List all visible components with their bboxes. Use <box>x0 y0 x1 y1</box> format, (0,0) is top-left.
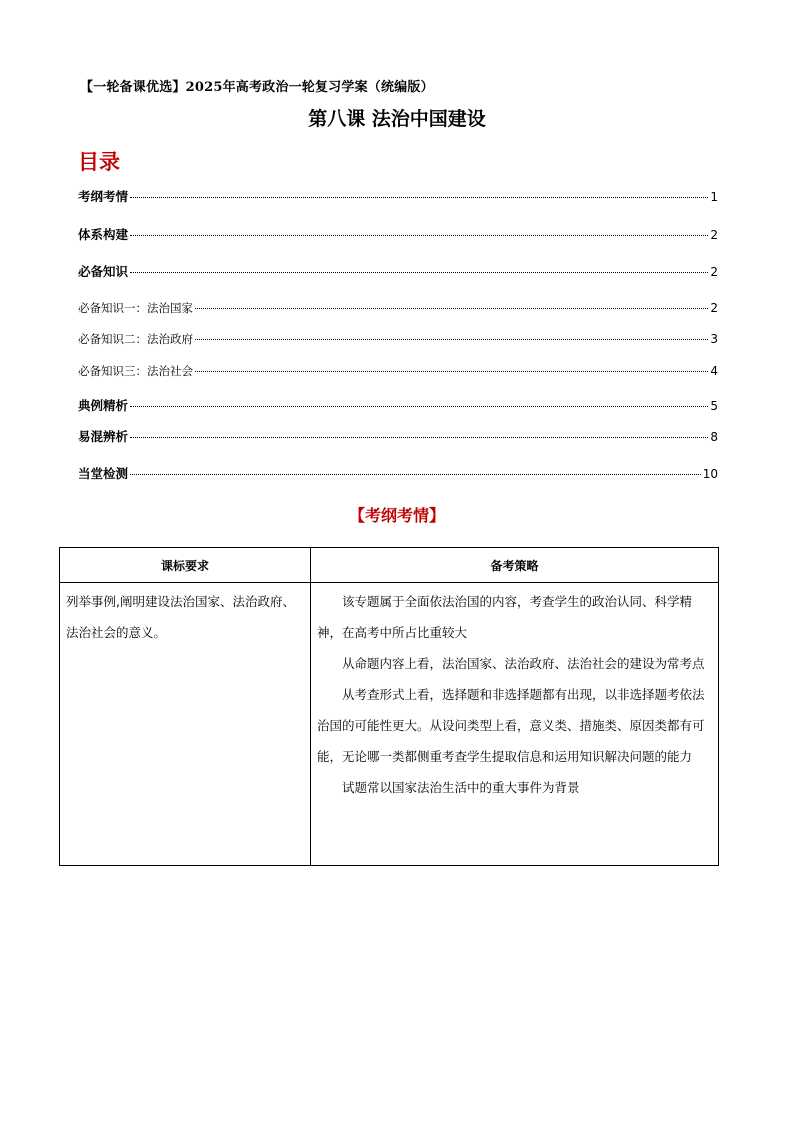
toc-item-page: 10 <box>702 467 718 481</box>
toc-item-label: 必备知识一：法治国家 <box>78 301 193 315</box>
toc-item-page: 3 <box>710 332 718 346</box>
toc-item-bibei-1[interactable] <box>78 300 718 316</box>
document-header: 【一轮备课优选】2025年高考政治一轮复习学案（统编版） <box>80 80 434 95</box>
toc-leader-dots <box>130 235 708 236</box>
toc-item-yihun[interactable] <box>78 427 718 445</box>
toc-leader-dots <box>195 371 708 372</box>
toc-item-label: 当堂检测 <box>78 466 129 481</box>
toc-item-label: 考纲考情 <box>78 189 129 204</box>
toc-item-page: 2 <box>710 265 718 279</box>
toc-leader-dots <box>130 197 708 198</box>
toc-leader-dots <box>130 406 708 407</box>
toc-item-page: 2 <box>710 301 718 315</box>
toc-leader-dots <box>195 308 708 309</box>
table-header-cell: 课标要求 <box>60 548 311 583</box>
toc-item-bibei[interactable] <box>78 262 718 280</box>
toc-item-page: 4 <box>710 364 718 378</box>
toc-leader-dots <box>130 437 708 438</box>
toc-item-page: 2 <box>710 228 718 242</box>
strategy-cell <box>311 583 719 866</box>
strategy-paragraph: 从考查形式上看，选择题和非选择题都有出现，以非选择题考依法治国的可能性更大。从设问类型上看，意义类、措施类、原因类都有可能，无论哪一类都侧重考查学生提取信息和运用知识解决问题的能力 <box>317 687 705 764</box>
toc-item-bibei-2[interactable] <box>78 331 718 347</box>
toc-item-page: 1 <box>710 190 718 204</box>
toc-leader-dots <box>195 339 708 340</box>
toc-item-kaogang[interactable] <box>78 187 718 205</box>
strategy-paragraph: 试题常以国家法治生活中的重大事件为背景 <box>342 780 580 795</box>
requirements-table <box>59 547 719 866</box>
table-row <box>60 583 719 866</box>
curriculum-requirement-cell: 列举事例,阐明建设法治国家、法治政府、法治社会的意义。 <box>60 583 311 866</box>
toc-leader-dots <box>130 272 708 273</box>
toc-item-tixi[interactable] <box>78 225 718 243</box>
table-header-cell: 备考策略 <box>311 548 719 583</box>
strategy-paragraph: 该专题属于全面依法治国的内容，考查学生的政治认同、科学精神，在高考中所占比重较大 <box>317 594 693 640</box>
toc-item-label: 必备知识二：法治政府 <box>78 332 193 346</box>
table-header-row <box>60 548 719 583</box>
toc-leader-dots <box>130 474 701 475</box>
toc-item-dangtang[interactable] <box>78 464 718 482</box>
toc-heading: 目录 <box>78 150 120 174</box>
toc-item-bibei-3[interactable] <box>78 363 718 379</box>
strategy-paragraph: 从命题内容上看，法治国家、法治政府、法治社会的建设为常考点 <box>342 656 705 671</box>
toc-item-label: 必备知识三：法治社会 <box>78 364 193 378</box>
toc-item-page: 8 <box>710 430 718 444</box>
toc-item-label: 易混辨析 <box>78 429 129 444</box>
section-title: 【考纲考情】 <box>348 506 445 525</box>
toc-item-label: 体系构建 <box>78 227 129 242</box>
toc-item-label: 必备知识 <box>78 264 129 279</box>
toc-item-page: 5 <box>710 399 718 413</box>
toc-item-label: 典例精析 <box>78 398 129 413</box>
toc-item-dianli[interactable] <box>78 396 718 414</box>
lesson-title: 第八课 法治中国建设 <box>308 108 486 130</box>
